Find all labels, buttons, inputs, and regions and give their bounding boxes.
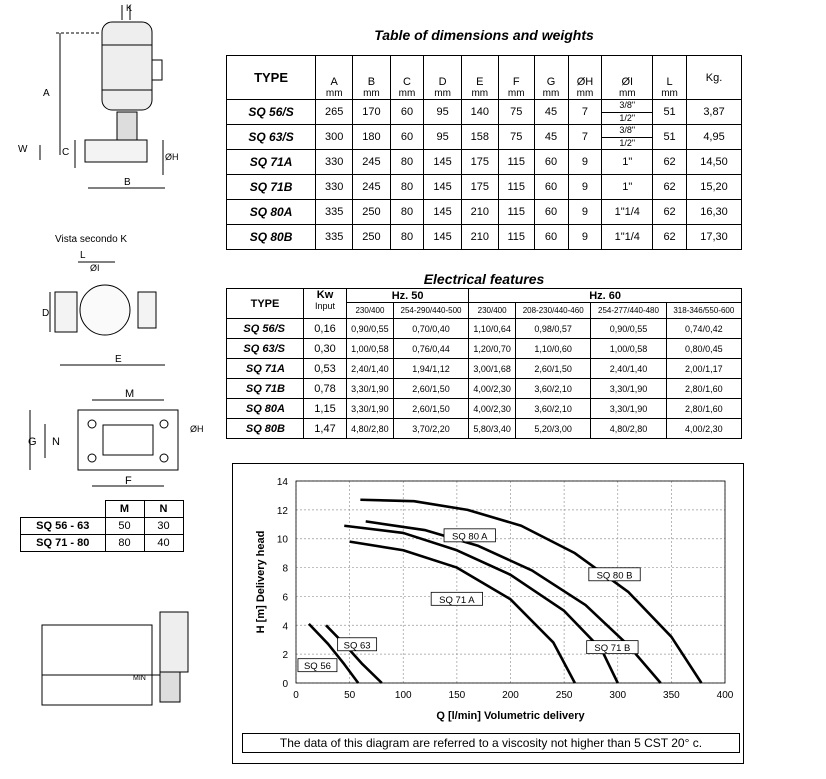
dims-cell: 145 xyxy=(424,225,461,250)
table-row xyxy=(227,175,742,200)
label-f: F xyxy=(125,475,132,487)
dims-cell: 60 xyxy=(390,125,424,150)
dims-unit: mm xyxy=(602,88,653,100)
elec-kw: 0,16 xyxy=(304,319,347,339)
dims-cell: 250 xyxy=(353,225,390,250)
table-row xyxy=(227,379,742,399)
dims-cell: 62 xyxy=(653,150,687,175)
elec-cell: 3,60/2,10 xyxy=(516,399,591,419)
mn-cell: 40 xyxy=(144,535,183,552)
elec-cell: 0,80/0,45 xyxy=(666,339,741,359)
elec-cell: 0,70/0,40 xyxy=(393,319,468,339)
dims-cell: 45 xyxy=(534,100,568,125)
y-tick-label: 14 xyxy=(276,477,288,488)
elec-voltage: 254-277/440-480 xyxy=(591,303,666,319)
dims-cell: 14,50 xyxy=(687,150,742,175)
y-tick-label: 6 xyxy=(282,592,288,604)
elec-kw: 0,53 xyxy=(304,359,347,379)
label-c: C xyxy=(62,147,70,158)
dims-cell: 9 xyxy=(568,200,602,225)
label-a: A xyxy=(43,88,50,99)
dims-type: SQ 71A xyxy=(227,150,316,175)
elec-voltage: 254-290/440-500 xyxy=(393,303,468,319)
dims-cell: 9 xyxy=(568,225,602,250)
table-row xyxy=(227,419,742,439)
elec-type: SQ 71B xyxy=(227,379,304,399)
dims-cell: 60 xyxy=(390,100,424,125)
dims-cell: 51 xyxy=(653,100,687,125)
mn-label: SQ 71 - 80 xyxy=(21,535,106,552)
elec-cell: 3,70/2,20 xyxy=(393,419,468,439)
dims-header: L xyxy=(653,56,687,89)
chart-note: The data of this diagram are referred to a viscosity not higher than 5 CST 20° c. xyxy=(242,733,740,753)
y-tick-label: 10 xyxy=(276,534,288,546)
elec-cell: 0,76/0,44 xyxy=(393,339,468,359)
y-tick-label: 2 xyxy=(282,650,288,662)
dims-header: A xyxy=(316,56,353,89)
elec-cell: 1,10/0,64 xyxy=(469,319,516,339)
label-min: MIN xyxy=(133,675,146,682)
elec-header-type: TYPE xyxy=(227,289,304,319)
table-row xyxy=(227,100,742,125)
label-g: G xyxy=(28,436,37,448)
elec-kw: 1,15 xyxy=(304,399,347,419)
elec-type: SQ 63/S xyxy=(227,339,304,359)
table-row xyxy=(227,225,742,250)
elec-cell: 2,80/1,60 xyxy=(666,379,741,399)
dims-unit: mm xyxy=(316,88,353,100)
dims-cell: 75 xyxy=(498,100,534,125)
dims-cell: 1/2" xyxy=(602,137,652,150)
dims-cell: 210 xyxy=(461,225,498,250)
elec-cell: 5,80/3,40 xyxy=(469,419,516,439)
dims-unit: mm xyxy=(653,88,687,100)
label-phii: ØI xyxy=(90,263,100,273)
elec-cell: 2,60/1,50 xyxy=(516,359,591,379)
dims-unit: mm xyxy=(461,88,498,100)
dims-cell: 145 xyxy=(424,175,461,200)
dims-cell: 245 xyxy=(353,150,390,175)
mn-table xyxy=(20,500,184,552)
dims-cell: 60 xyxy=(534,150,568,175)
dims-cell: 9 xyxy=(568,175,602,200)
dims-cell: 7 xyxy=(568,125,602,150)
series-label: SQ 71 B xyxy=(594,643,631,655)
dims-cell: 15,20 xyxy=(687,175,742,200)
dims-cell: 75 xyxy=(498,125,534,150)
dims-cell: 1"1/4 xyxy=(602,200,653,225)
dims-unit: mm xyxy=(568,88,602,100)
mn-cell: 30 xyxy=(144,518,183,535)
dims-cell: 62 xyxy=(653,175,687,200)
elec-header-60hz: Hz. 60 xyxy=(469,289,742,303)
dims-header: D xyxy=(424,56,461,89)
elec-cell: 1,10/0,60 xyxy=(516,339,591,359)
dims-type: SQ 56/S xyxy=(227,100,316,125)
elec-kw: 1,47 xyxy=(304,419,347,439)
y-tick-label: 0 xyxy=(282,679,288,690)
elec-cell: 1,20/0,70 xyxy=(469,339,516,359)
dims-cell: 51 xyxy=(653,125,687,150)
x-tick-label: 150 xyxy=(448,690,466,701)
label-phih-2: ØH xyxy=(190,424,204,434)
dims-cell: 60 xyxy=(534,175,568,200)
y-tick-label: 8 xyxy=(282,563,288,575)
x-axis-label: Q [l/min] Volumetric delivery xyxy=(436,710,585,722)
mn-header: N xyxy=(144,501,183,518)
elec-type: SQ 80A xyxy=(227,399,304,419)
dims-type: SQ 80B xyxy=(227,225,316,250)
x-tick-label: 300 xyxy=(609,690,627,701)
elec-voltage: 208-230/440-460 xyxy=(516,303,591,319)
elec-type: SQ 56/S xyxy=(227,319,304,339)
technical-drawings xyxy=(0,0,225,779)
dims-header: F xyxy=(498,56,534,89)
dims-cell: 245 xyxy=(353,175,390,200)
elec-type: SQ 80B xyxy=(227,419,304,439)
dims-cell: 115 xyxy=(498,175,534,200)
elec-cell: 0,74/0,42 xyxy=(666,319,741,339)
series-line xyxy=(350,542,575,683)
label-m: M xyxy=(125,388,135,400)
elec-cell: 0,98/0,57 xyxy=(516,319,591,339)
table-row xyxy=(227,150,742,175)
elec-cell: 4,80/2,80 xyxy=(591,419,666,439)
elec-header-50hz: Hz. 50 xyxy=(347,289,469,303)
table-row xyxy=(227,339,742,359)
label-b: B xyxy=(124,177,131,188)
dims-cell: 1" xyxy=(602,175,653,200)
dims-cell: 115 xyxy=(498,200,534,225)
dims-header: E xyxy=(461,56,498,89)
table-row xyxy=(227,200,742,225)
dims-type: SQ 63/S xyxy=(227,125,316,150)
table-row xyxy=(227,125,742,150)
elec-type: SQ 71A xyxy=(227,359,304,379)
label-phih: ØH xyxy=(165,152,179,162)
elec-cell: 3,30/1,90 xyxy=(347,399,394,419)
label-k: K xyxy=(126,3,133,13)
dims-cell: 175 xyxy=(461,150,498,175)
x-tick-label: 350 xyxy=(663,690,680,701)
dims-cell: 7 xyxy=(568,100,602,125)
table-row xyxy=(21,535,184,552)
label-n: N xyxy=(52,436,60,448)
label-e: E xyxy=(115,354,122,365)
elec-cell: 4,00/2,30 xyxy=(469,379,516,399)
y-tick-label: 12 xyxy=(276,505,288,517)
dims-cell: 1/2" xyxy=(602,112,652,125)
dims-cell: 145 xyxy=(424,150,461,175)
dims-cell: 180 xyxy=(353,125,390,150)
elec-cell: 4,80/2,80 xyxy=(347,419,394,439)
dims-header: C xyxy=(390,56,424,89)
dims-cell: 330 xyxy=(316,150,353,175)
table-row xyxy=(227,359,742,379)
elec-cell: 3,30/1,90 xyxy=(591,379,666,399)
dims-cell: 4,95 xyxy=(687,125,742,150)
dims-cell: 335 xyxy=(316,225,353,250)
series-label: SQ 80 A xyxy=(452,531,488,543)
elec-cell: 5,20/3,00 xyxy=(516,419,591,439)
elec-title: Electrical features xyxy=(423,271,545,287)
dims-cell: 300 xyxy=(316,125,353,150)
dims-cell: 80 xyxy=(390,225,424,250)
elec-voltage: 230/400 xyxy=(347,303,394,319)
series-label: SQ 63 xyxy=(343,640,371,652)
performance-chart xyxy=(232,463,742,733)
dims-cell: 16,30 xyxy=(687,200,742,225)
elec-cell: 3,60/2,10 xyxy=(516,379,591,399)
dims-header: B xyxy=(353,56,390,89)
dims-cell: 60 xyxy=(534,225,568,250)
dims-type: SQ 80A xyxy=(227,200,316,225)
table-row xyxy=(227,319,742,339)
dims-cell: 80 xyxy=(390,150,424,175)
elec-cell: 2,60/1,50 xyxy=(393,399,468,419)
dims-header-kg: Kg. xyxy=(687,56,742,100)
dims-cell: 62 xyxy=(653,200,687,225)
elec-cell: 4,00/2,30 xyxy=(666,419,741,439)
mn-cell: 50 xyxy=(105,518,144,535)
dims-cell: 210 xyxy=(461,200,498,225)
elec-kw: 0,78 xyxy=(304,379,347,399)
dims-cell: 140 xyxy=(461,100,498,125)
dimensions-table xyxy=(226,55,742,250)
dims-cell: 250 xyxy=(353,200,390,225)
dims-cell: 3/8" xyxy=(619,100,636,110)
dims-header: ØI xyxy=(602,56,653,89)
dims-type: SQ 71B xyxy=(227,175,316,200)
dims-cell: 115 xyxy=(498,150,534,175)
pump-top-view xyxy=(50,262,165,365)
dims-cell: 335 xyxy=(316,200,353,225)
dims-unit: mm xyxy=(498,88,534,100)
series-label: SQ 80 B xyxy=(596,570,633,582)
dims-cell: 17,30 xyxy=(687,225,742,250)
label-w: W xyxy=(18,144,28,155)
dims-header: G xyxy=(534,56,568,89)
electrical-table xyxy=(226,288,742,439)
dims-cell: 9 xyxy=(568,150,602,175)
series-label: SQ 56 xyxy=(303,661,331,673)
tank-install-view xyxy=(42,612,188,705)
dims-cell: 3/8" xyxy=(619,125,636,135)
elec-voltage: 230/400 xyxy=(469,303,516,319)
dims-cell: 95 xyxy=(424,100,461,125)
elec-kw: 0,30 xyxy=(304,339,347,359)
vista-label: Vista secondo K xyxy=(55,234,128,245)
dims-unit: mm xyxy=(424,88,461,100)
y-tick-label: 4 xyxy=(282,621,288,633)
x-tick-label: 50 xyxy=(344,690,356,701)
dims-cell: 1"1/4 xyxy=(602,225,653,250)
elec-cell: 1,00/0,58 xyxy=(347,339,394,359)
dims-cell: 265 xyxy=(316,100,353,125)
mn-header: M xyxy=(105,501,144,518)
series-label: SQ 71 A xyxy=(439,594,475,606)
elec-cell: 4,00/2,30 xyxy=(469,399,516,419)
elec-cell: 1,94/1,12 xyxy=(393,359,468,379)
x-tick-label: 200 xyxy=(502,690,519,701)
dims-unit: mm xyxy=(353,88,390,100)
mn-cell: 80 xyxy=(105,535,144,552)
elec-cell: 2,80/1,60 xyxy=(666,399,741,419)
dims-header-type: TYPE xyxy=(227,56,316,100)
dims-cell: 80 xyxy=(390,200,424,225)
elec-cell: 3,30/1,90 xyxy=(591,399,666,419)
dims-cell: 170 xyxy=(353,100,390,125)
dims-cell: 95 xyxy=(424,125,461,150)
x-tick-label: 0 xyxy=(293,690,299,701)
elec-cell: 0,90/0,55 xyxy=(347,319,394,339)
dims-cell: 80 xyxy=(390,175,424,200)
x-tick-label: 250 xyxy=(555,690,573,701)
elec-cell: 2,40/1,40 xyxy=(591,359,666,379)
dims-cell: 145 xyxy=(424,200,461,225)
y-axis-label: H [m] Delivery head xyxy=(255,530,267,634)
dims-cell: 115 xyxy=(498,225,534,250)
dims-cell: 3,87 xyxy=(687,100,742,125)
dims-cell: 45 xyxy=(534,125,568,150)
x-tick-label: 400 xyxy=(716,690,734,701)
dims-header: ØH xyxy=(568,56,602,89)
dims-cell: 1" xyxy=(602,150,653,175)
table-row xyxy=(227,399,742,419)
x-tick-label: 100 xyxy=(394,690,412,701)
elec-cell: 3,30/1,90 xyxy=(347,379,394,399)
elec-cell: 2,60/1,50 xyxy=(393,379,468,399)
dims-cell: 158 xyxy=(461,125,498,150)
table-row xyxy=(21,518,184,535)
elec-cell: 0,90/0,55 xyxy=(591,319,666,339)
elec-cell: 2,40/1,40 xyxy=(347,359,394,379)
dims-cell: 60 xyxy=(534,200,568,225)
mn-label: SQ 56 - 63 xyxy=(21,518,106,535)
dims-cell: 62 xyxy=(653,225,687,250)
elec-header-input: Input xyxy=(314,301,336,311)
dims-unit: mm xyxy=(390,88,424,100)
dims-cell: 330 xyxy=(316,175,353,200)
label-d: D xyxy=(42,308,50,319)
dims-unit: mm xyxy=(534,88,568,100)
elec-cell: 2,00/1,17 xyxy=(666,359,741,379)
elec-cell: 3,00/1,68 xyxy=(469,359,516,379)
pump-side-view xyxy=(40,5,165,188)
elec-cell: 1,00/0,58 xyxy=(591,339,666,359)
dims-cell: 175 xyxy=(461,175,498,200)
elec-voltage: 318-346/550-600 xyxy=(666,303,741,319)
dims-title: Table of dimensions and weights xyxy=(374,27,594,43)
elec-header-kw: Kw xyxy=(316,289,334,301)
label-l: L xyxy=(80,250,86,261)
